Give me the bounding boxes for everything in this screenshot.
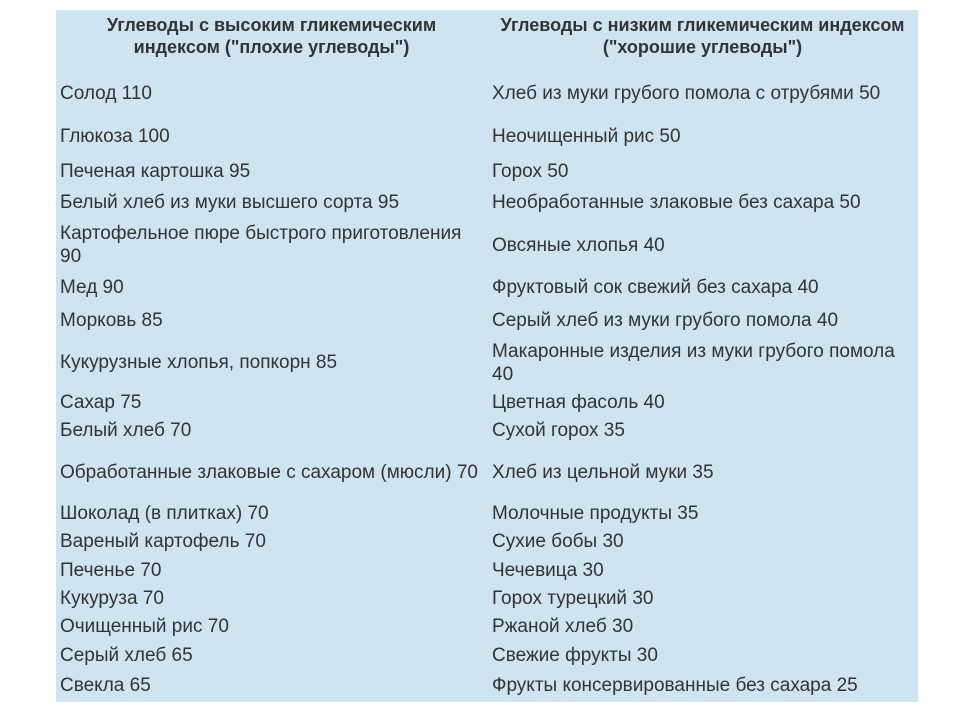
high-gi-cell: Морковь 85: [60, 309, 163, 331]
table-row: [56, 187, 918, 217]
high-gi-cell: Печеная картошка 95: [60, 160, 251, 182]
table-row: [56, 669, 918, 702]
low-gi-cell: Овсяные хлопья 40: [492, 234, 665, 256]
low-gi-cell: Неочищенный рис 50: [492, 126, 681, 148]
high-gi-cell: Свекла 65: [60, 675, 151, 697]
table-row: [56, 68, 918, 119]
table-row: [56, 388, 918, 416]
low-gi-cell: Свежие фрукты 30: [492, 644, 658, 666]
low-gi-cell: Цветная фасоль 40: [492, 391, 665, 413]
low-gi-cell: Макаронные изделия из муки грубого помола 40: [492, 340, 895, 385]
low-gi-cell: Молочные продукты 35: [492, 503, 699, 525]
high-gi-cell: Кукуруза 70: [60, 588, 164, 610]
low-gi-cell: Сухой горох 35: [492, 419, 625, 441]
low-gi-cell: Чечевица 30: [492, 559, 604, 581]
high-gi-cell: Очищенный рис 70: [60, 616, 229, 638]
low-gi-cell: Фруктовый сок свежий без сахара 40: [492, 277, 819, 299]
table-row: [56, 337, 918, 388]
high-gi-cell: Серый хлеб 65: [60, 644, 193, 666]
table-body: [56, 68, 918, 702]
high-gi-cell: Вареный картофель 70: [60, 531, 266, 553]
high-gi-cell: Солод 110: [60, 82, 152, 104]
table-row: [56, 499, 918, 527]
table-row: [56, 445, 918, 500]
high-gi-cell: Глюкоза 100: [60, 126, 170, 148]
low-gi-cell: Серый хлеб из муки грубого помола 40: [492, 309, 839, 331]
header-low-gi: Углеводы с низким гликемическим индексом ("хорошие углеводы"): [500, 15, 905, 57]
high-gi-cell: Обработанные злаковые с сахаром (мюсли) 70: [60, 461, 478, 483]
low-gi-cell: Хлеб из муки грубого помола с отрубями 50: [492, 82, 881, 104]
table-row: [56, 155, 918, 187]
table-row: [56, 584, 918, 612]
table-row: [56, 528, 918, 556]
high-gi-cell: Белый хлеб 70: [60, 419, 192, 441]
low-gi-cell: Фрукты консервированные без сахара 25: [492, 675, 858, 697]
header-high-gi: Углеводы с высоким гликемическим индексом ("плохие углеводы"): [106, 15, 437, 57]
table-row: [56, 218, 918, 273]
table-row: [56, 641, 918, 669]
high-gi-cell: Мед 90: [60, 277, 124, 299]
table-row: [56, 119, 918, 155]
table-row: [56, 613, 918, 641]
glycemic-index-table: [56, 10, 918, 702]
header-row: [56, 10, 918, 68]
low-gi-cell: Сухие бобы 30: [492, 531, 624, 553]
low-gi-cell: Необработанные злаковые без сахара 50: [492, 192, 861, 214]
high-gi-cell: Сахар 75: [60, 391, 142, 413]
low-gi-cell: Горох турецкий 30: [492, 588, 654, 610]
high-gi-cell: Шоколад (в плитках) 70: [60, 503, 269, 525]
high-gi-cell: Печенье 70: [60, 559, 162, 581]
table-row: [56, 416, 918, 444]
low-gi-cell: Хлеб из цельной муки 35: [492, 461, 714, 483]
low-gi-cell: Ржаной хлеб 30: [492, 616, 634, 638]
high-gi-cell: Кукурузные хлопья, попкорн 85: [60, 352, 338, 374]
table-row: [56, 303, 918, 337]
table-row: [56, 273, 918, 303]
table-header: [56, 10, 918, 68]
low-gi-cell: Горох 50: [492, 160, 569, 182]
high-gi-cell: Картофельное пюре быстрого приготовления 90: [60, 223, 462, 268]
table-row: [56, 556, 918, 584]
high-gi-cell: Белый хлеб из муки высшего сорта 95: [60, 192, 400, 214]
